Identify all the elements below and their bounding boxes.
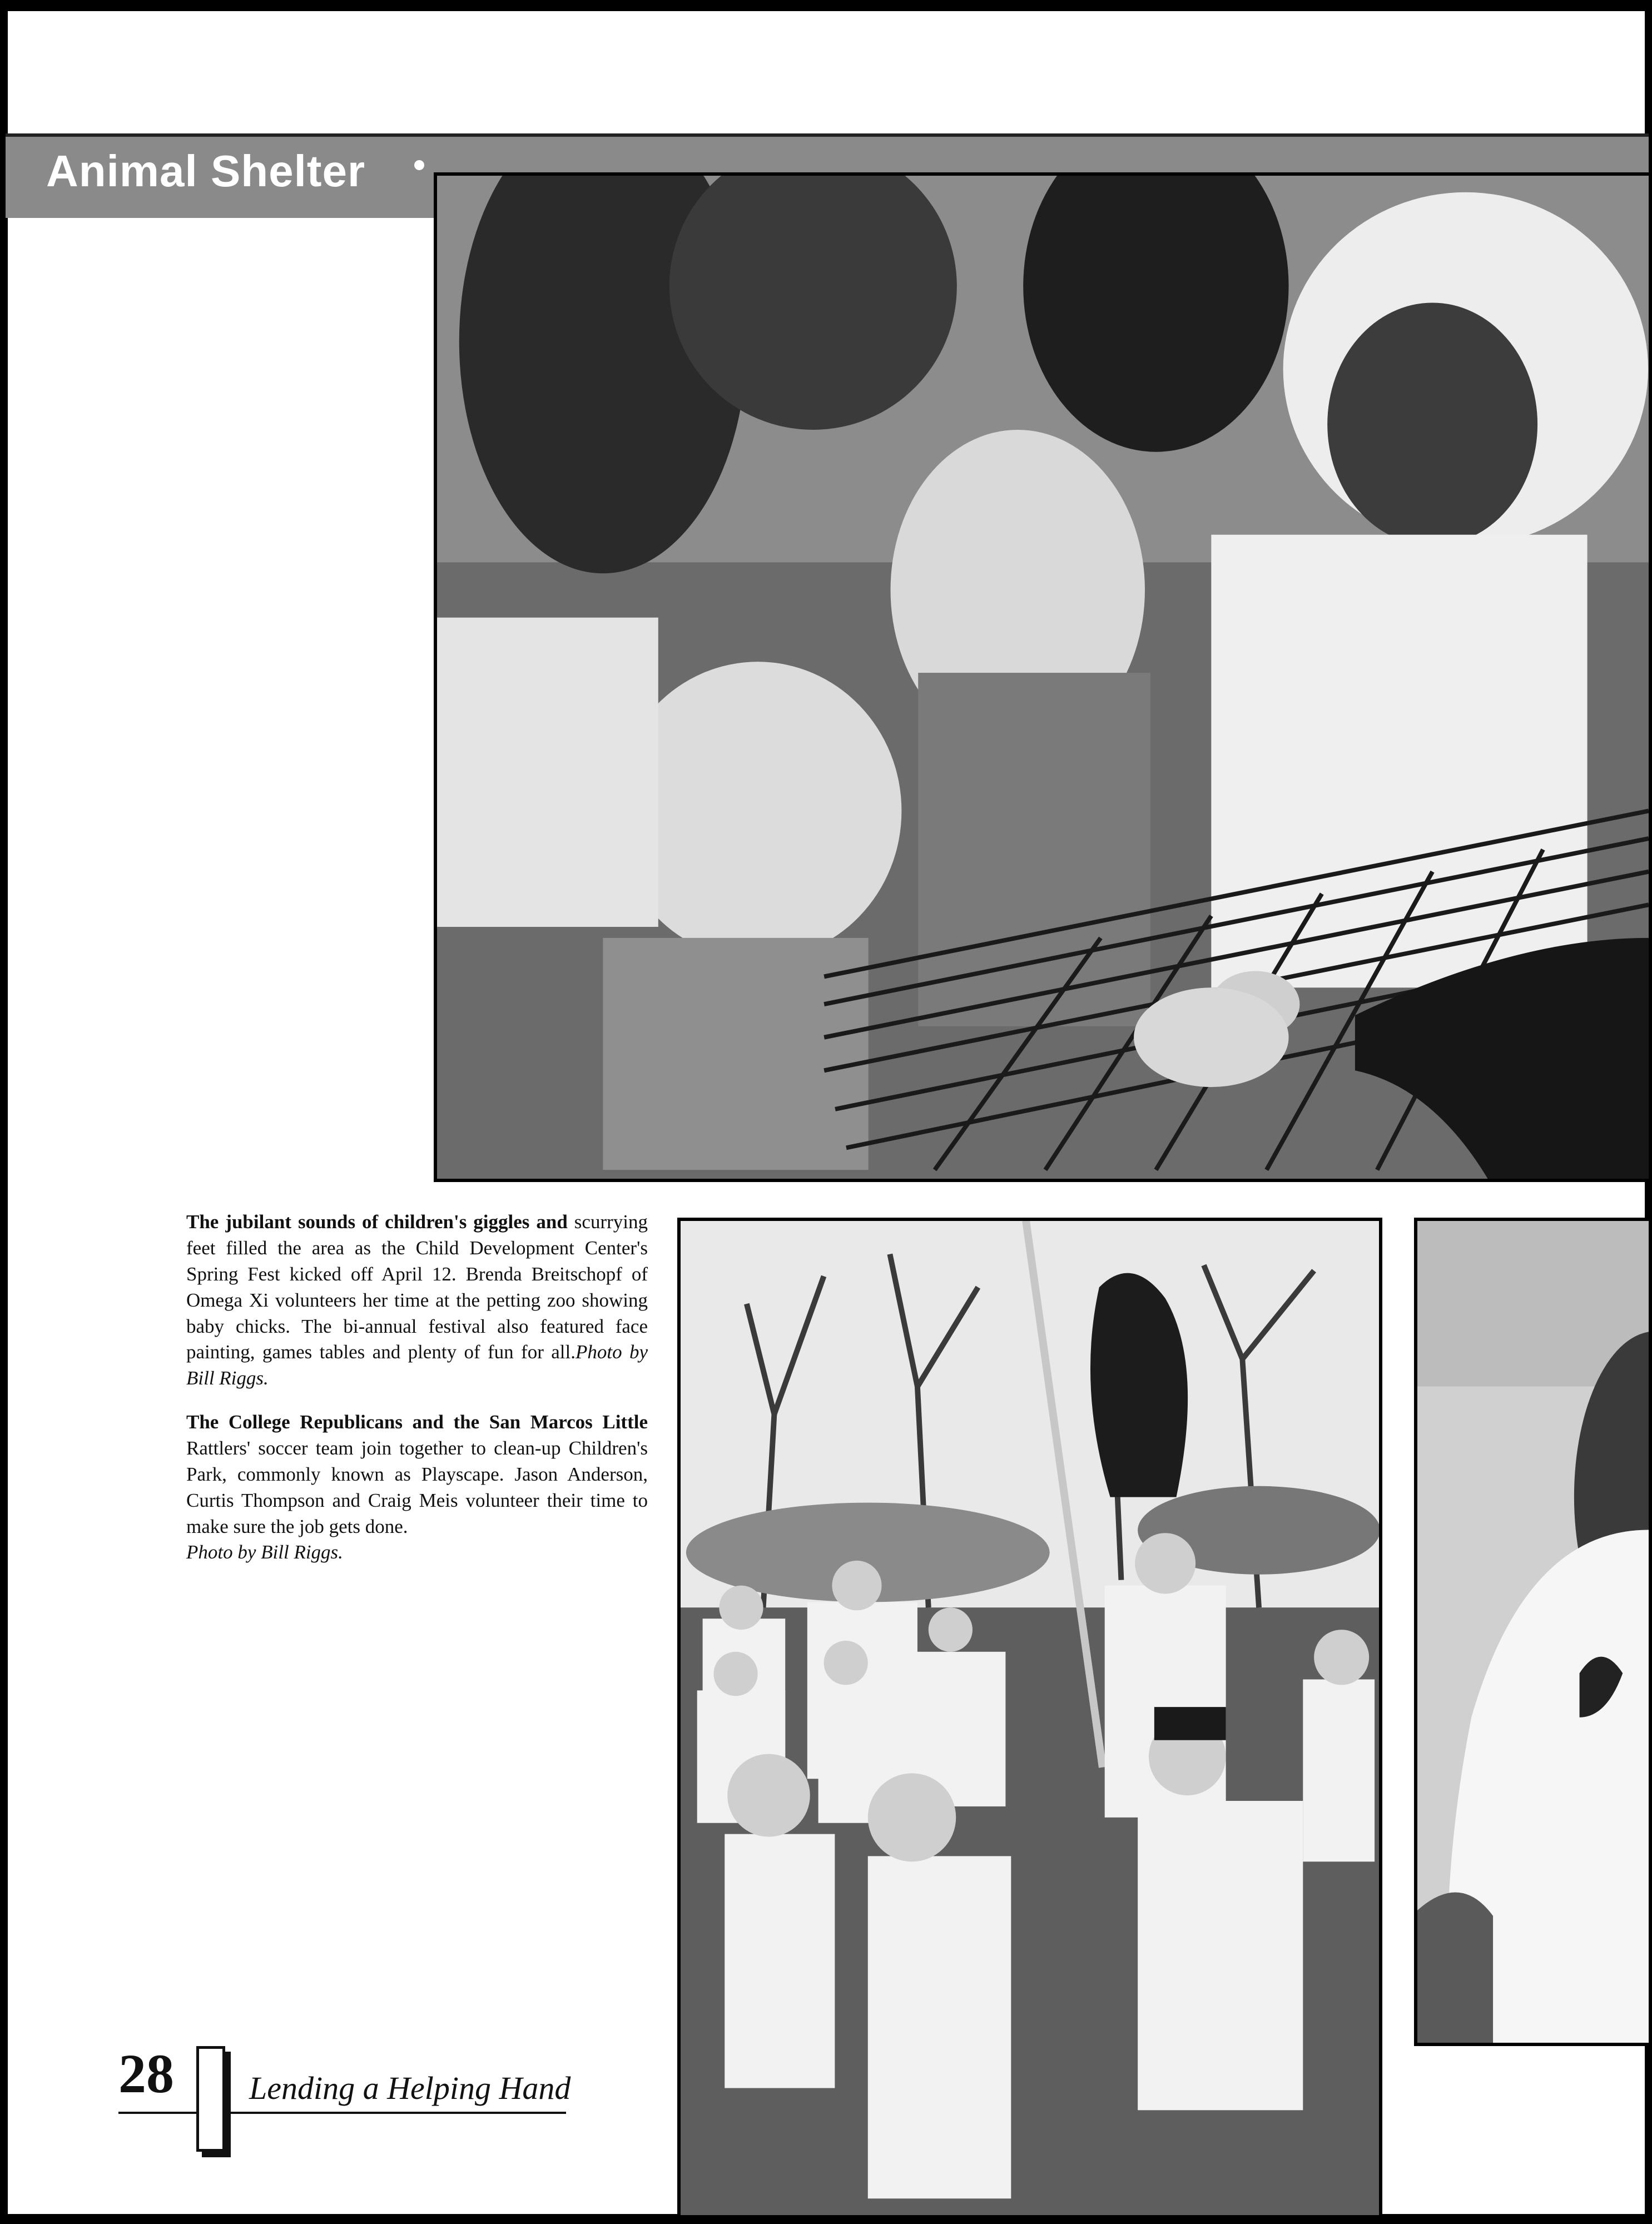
section-title: Animal Shelter <box>46 146 366 196</box>
soccer-team-photo <box>677 1218 1382 2218</box>
photo-credit: Photo by Bill Riggs. <box>186 1541 343 1563</box>
page-folio <box>118 2043 619 2124</box>
petting-zoo-photo-image <box>437 176 1649 1179</box>
cropped-right-photo <box>1414 1218 1652 2046</box>
folio-box-icon <box>196 2046 225 2152</box>
soccer-team-photo-image <box>681 1221 1379 2215</box>
cropped-right-photo-image <box>1417 1221 1649 2043</box>
caption-body: scurrying feet filled the area as the Child Development Center's Spring Fest kicked off April 12. Brenda Breitschopf of Omega Xi volunteers her time at the petting zoo showing baby chicks. The bi-annual festival also featured face painting, games tables and plenty of fun for all. <box>186 1211 648 1363</box>
soccer-team-caption <box>186 1409 648 1566</box>
caption-lead: The jubilant sounds of children's giggles and <box>186 1211 568 1233</box>
caption-body: Rattlers' soccer team join together to clean-up Children's Park, commonly known as Playscape. Jason Anderson, Curtis Thompson and Craig Meis volunteer their time to make sure the job gets done. <box>186 1437 648 1537</box>
petting-zoo-caption <box>186 1209 648 1392</box>
section-name: Lending a Helping Hand <box>249 2070 571 2106</box>
petting-zoo-photo <box>434 172 1652 1182</box>
page-border-left <box>0 0 8 2224</box>
page-border-top <box>0 0 1652 11</box>
caption-lead: The College Republicans and the San Marcos Little <box>186 1411 648 1433</box>
banner-dots-icon <box>414 160 431 177</box>
folio-rule <box>118 2112 566 2114</box>
page-number: 28 <box>118 2043 174 2104</box>
photo-credit: Photo by Bill Riggs. <box>186 1341 648 1389</box>
